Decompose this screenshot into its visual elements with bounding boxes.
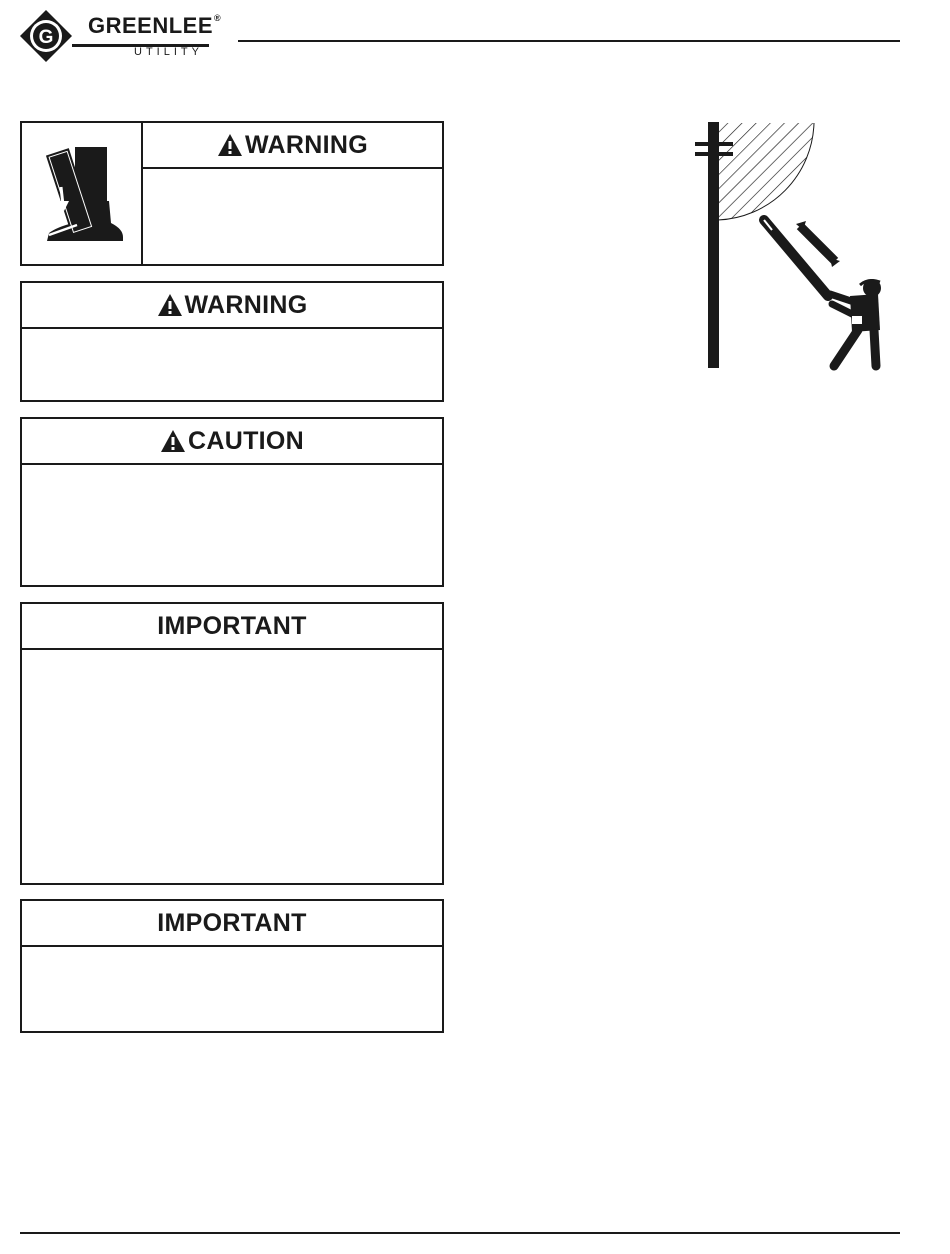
notice-label: WARNING [245, 130, 368, 159]
brand-name [88, 13, 221, 39]
footer-rule [20, 1232, 900, 1234]
notice-header [22, 604, 442, 650]
logo-letter: G [38, 27, 54, 48]
notice-header [22, 419, 442, 465]
important-notice-secondary [20, 899, 444, 1033]
greenlee-logo-icon [18, 8, 74, 64]
notice-label: IMPORTANT [157, 908, 307, 937]
caution-notice [20, 417, 444, 587]
notice-label: CAUTION [188, 426, 304, 455]
important-notice [20, 602, 444, 885]
brand-subtitle: UTILITY [134, 46, 203, 58]
falling-object-foot-icon [22, 123, 143, 264]
brand-registered-mark: ® [214, 13, 222, 23]
warning-triangle-icon [160, 429, 186, 453]
warning-notice [20, 281, 444, 402]
notice-header [22, 283, 442, 329]
header-rule [238, 40, 900, 42]
notice-header [22, 901, 442, 947]
warning-triangle-icon [217, 133, 243, 157]
warning-triangle-icon [157, 293, 183, 317]
notice-label: WARNING [184, 290, 308, 319]
brand-text: GREENLEE [88, 13, 214, 38]
warning-notice-falling-object [20, 121, 444, 266]
utility-pole-pruner-worker-icon [690, 118, 890, 373]
notice-header [143, 123, 442, 169]
notice-label: IMPORTANT [157, 611, 307, 640]
page-header [18, 8, 903, 64]
